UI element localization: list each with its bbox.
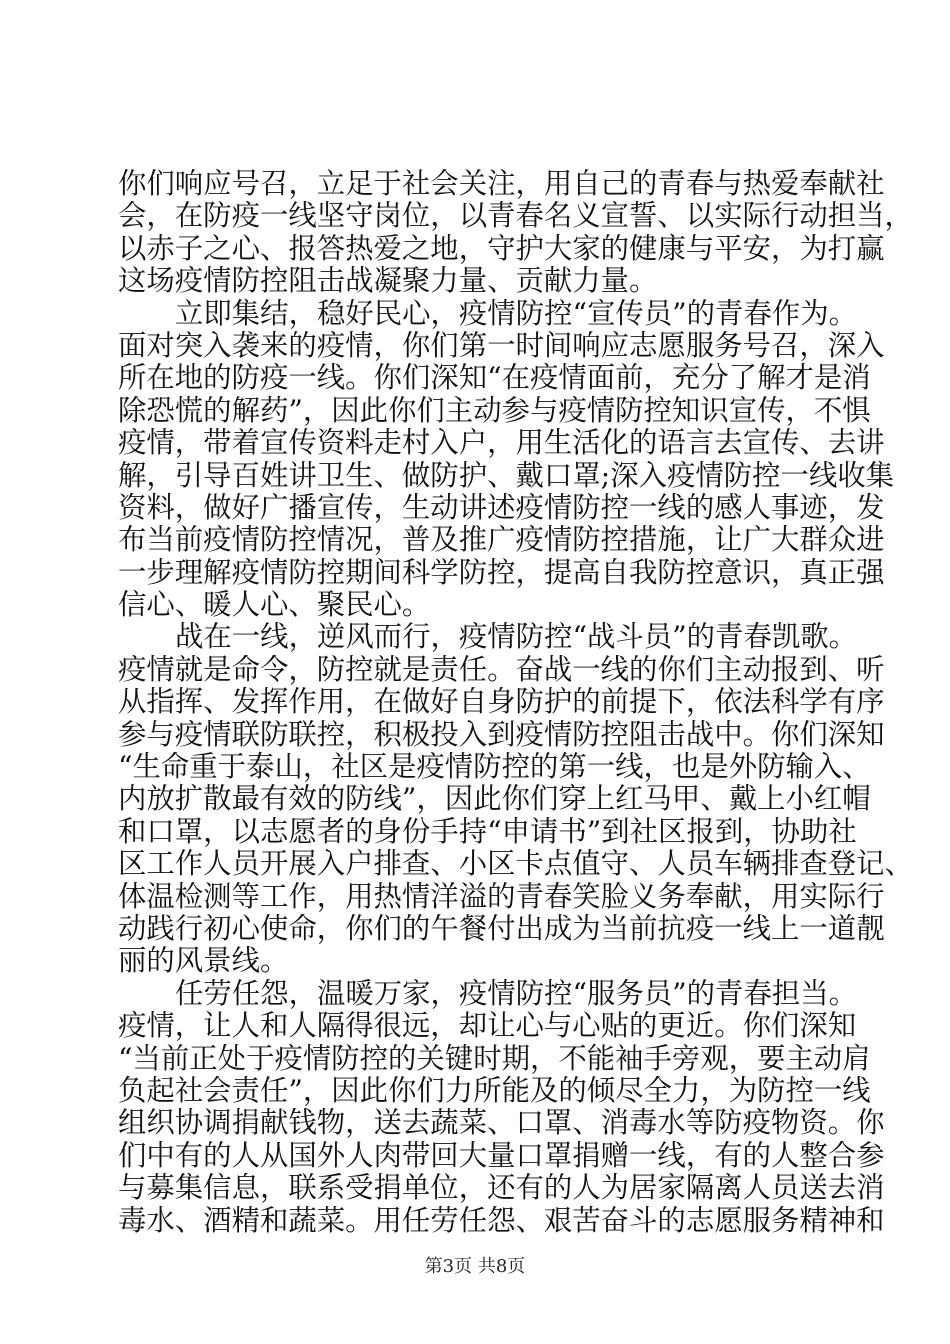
text-line: 疫情，带着宣传资料走村入户，用生活化的语言去宣传、去讲 <box>118 426 885 460</box>
text-line: 面对突入袭来的疫情，你们第一时间响应志愿服务号召，深入 <box>118 328 885 362</box>
text-line: 你们响应号召，立足于社会关注，用自己的青春与热爱奉献社 <box>118 167 885 200</box>
text-line: 组织协调捐献钱物，送去蔬菜、口罩、消毒水等防疫物资。你 <box>118 1106 885 1140</box>
text-line: 体温检测等工作，用热情洋溢的青春笑脸义务奉献，用实际行 <box>118 879 885 913</box>
text-line: 除恐慌的解药”，因此你们主动参与疫情防控知识宣传，不惧 <box>118 393 871 427</box>
text-line: 毒水、酒精和蔬菜。用任劳任怨、艰苦奋斗的志愿服务精神和 <box>118 1203 885 1237</box>
text-line: 疫情，让人和人隔得很远，却让心与心贴的更近。你们深知 <box>118 1009 857 1043</box>
text-line: “当前正处于疫情防控的关键时期，不能袖手旁观，要主动肩 <box>118 1041 871 1075</box>
text-line: 丽的风景线。 <box>118 944 289 978</box>
body-text <box>118 167 913 1237</box>
text-line: 信心、暖人心、聚民心。 <box>118 588 431 622</box>
text-line: 参与疫情联防联控，积极投入到疫情防控阻击战中。你们深知 <box>118 717 885 751</box>
text-line: 布当前疫情防控情况，普及推广疫情防控措施，让广大群众进 <box>118 523 885 557</box>
text-line: 内放扩散最有效的防线”，因此你们穿上红马甲、戴上小红帽 <box>118 782 871 816</box>
paragraph-heading-line: 战在一线，逆风而行，疫情防控“战斗员”的青春凯歌。 <box>175 620 858 654</box>
text-line: 和口罩，以志愿者的身份手持“申请书”到社区报到，协助社 <box>118 814 857 848</box>
text-line: 负起社会责任”，因此你们力所能及的倾尽全力，为防控一线 <box>118 1073 871 1107</box>
text-line: 资料，做好广播宣传，生动讲述疫情防控一线的感人事迹，发 <box>118 490 885 524</box>
page-footer: 第3页 共8页 <box>424 1256 526 1277</box>
text-line: 从指挥、发挥作用，在做好自身防护的前提下，依法科学有序 <box>118 685 885 719</box>
text-line: 所在地的防疫一线。你们深知“在疫情面前，充分了解才是消 <box>118 361 871 395</box>
text-line: 这场疫情防控阻击战凝聚力量、贡献力量。 <box>118 264 658 298</box>
paragraph-heading-line: 任劳任怨，温暖万家，疫情防控“服务员”的青春担当。 <box>175 976 858 1010</box>
text-line: 一步理解疫情防控期间科学防控，提高自我防控意识，真正强 <box>118 555 885 589</box>
text-line: 动践行初心使命，你们的午餐付出成为当前抗疫一线上一道靓 <box>118 911 885 945</box>
text-line: 以赤子之心、报答热爱之地，守护大家的健康与平安，为打赢 <box>118 231 885 265</box>
text-line: 解，引导百姓讲卫生、做防护、戴口罩;深入疫情防控一线收集 <box>118 458 895 492</box>
text-line: 疫情就是命令，防控就是责任。奋战一线的你们主动报到、听 <box>118 652 885 686</box>
paragraph-heading-line: 立即集结，稳好民心，疫情防控“宣传员”的青春作为。 <box>175 296 858 330</box>
text-line: 会，在防疫一线坚守岗位，以青春名义宣誓、以实际行动担当， <box>118 199 913 233</box>
text-line: 们中有的人从国外人肉带回大量口罩捐赠一线，有的人整合参 <box>118 1138 885 1172</box>
text-line: 区工作人员开展入户排查、小区卡点值守、人员车辆排查登记、 <box>118 847 913 881</box>
text-line: 与募集信息，联系受捐单位，还有的人为居家隔离人员送去消 <box>118 1171 885 1205</box>
text-line: “生命重于泰山，社区是疫情防控的第一线，也是外防输入、 <box>118 750 871 784</box>
